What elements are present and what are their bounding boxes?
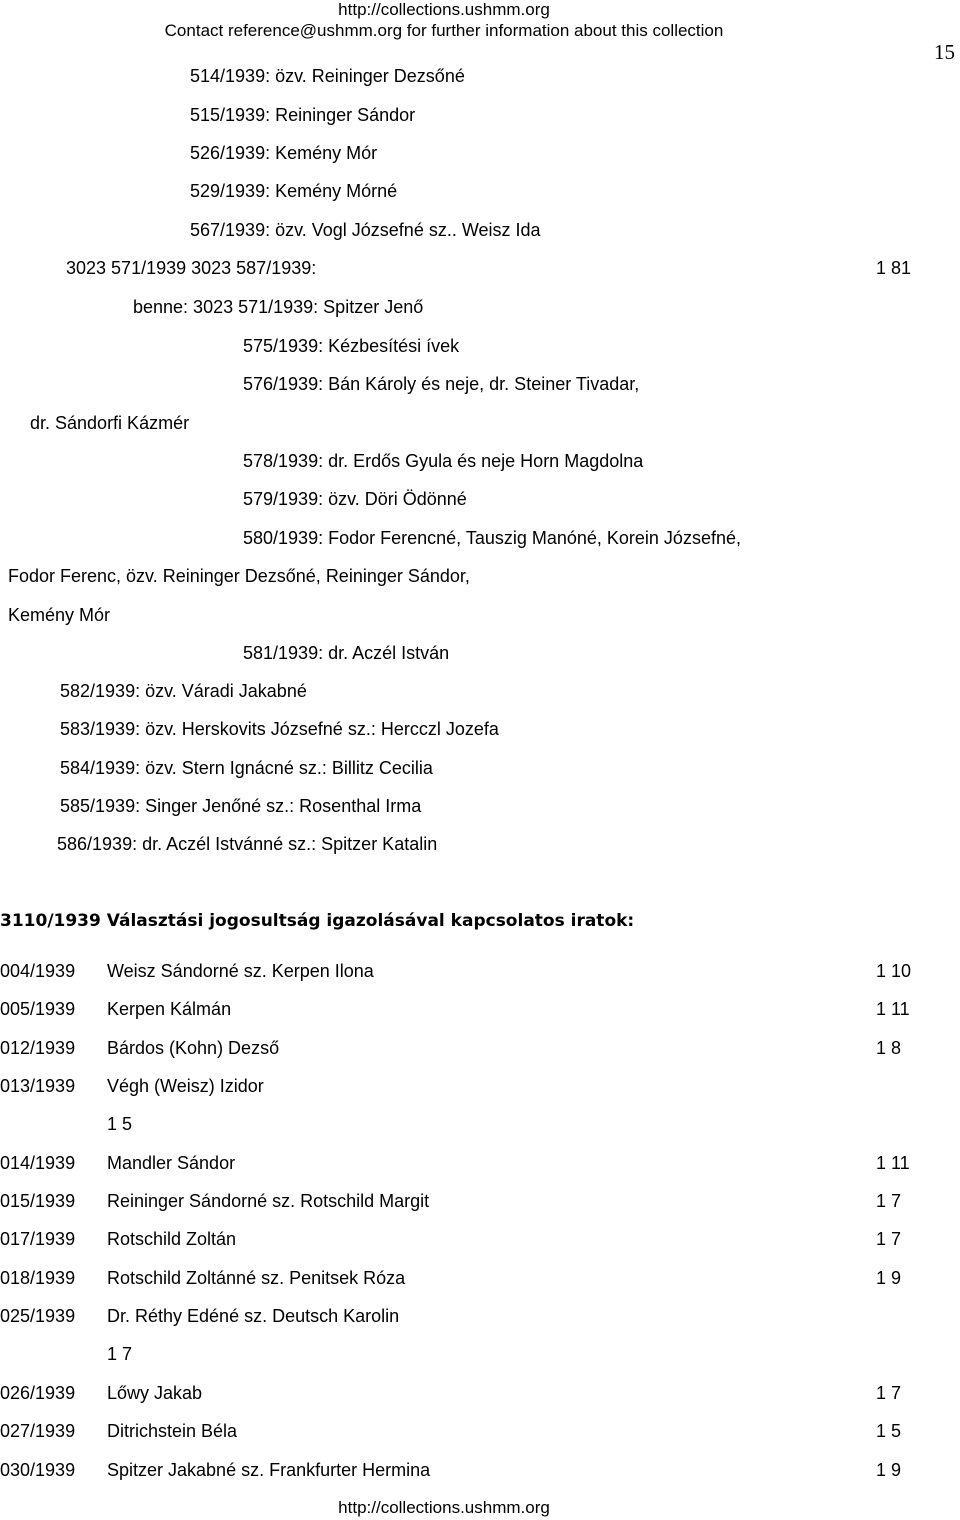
- row-name: Rotschild Zoltánné sz. Penitsek Róza: [107, 1268, 406, 1288]
- table-row: [0, 998, 960, 1020]
- entry-580-cont2: Kemény Mór: [8, 605, 111, 625]
- entry-584: 584/1939: özv. Stern Ignácné sz.: Billitz Cecilia: [60, 758, 433, 778]
- row-name: Végh (Weisz) Izidor: [107, 1076, 264, 1096]
- table-row: [0, 1152, 960, 1174]
- row-range: 1 10: [876, 961, 912, 981]
- row-range: 1 8: [876, 1038, 902, 1058]
- row-code: 005/1939: [0, 999, 76, 1019]
- entry-585: 585/1939: Singer Jenőné sz.: Rosenthal Irma: [60, 796, 422, 816]
- table-row: [0, 1305, 960, 1327]
- row-name: Reininger Sándorné sz. Rotschild Margit: [107, 1191, 430, 1211]
- table-row: [0, 1267, 960, 1289]
- page-number: 15: [934, 40, 955, 64]
- row-name: Mandler Sándor: [107, 1153, 236, 1173]
- range-heading: 3023 571/1939 3023 587/1939:: [66, 258, 317, 278]
- table-row: [0, 960, 960, 982]
- entry-578: 578/1939: dr. Erdős Gyula és neje Horn Magdolna: [243, 451, 644, 471]
- row-name: Rotschild Zoltán: [107, 1229, 237, 1249]
- entry-benne: benne: 3023 571/1939: Spitzer Jenő: [133, 297, 424, 317]
- row-range: 1 7: [876, 1191, 902, 1211]
- row-name: 1 5: [107, 1114, 133, 1134]
- entry-582: 582/1939: özv. Váradi Jakabné: [60, 681, 307, 701]
- entry-529: 529/1939: Kemény Mórné: [190, 181, 398, 201]
- row-name: 1 7: [107, 1344, 133, 1364]
- entry-514: 514/1939: özv. Reininger Dezsőné: [190, 66, 465, 86]
- table-row: [0, 1420, 960, 1442]
- entry-515: 515/1939: Reininger Sándor: [190, 105, 416, 125]
- row-code: 026/1939: [0, 1383, 76, 1403]
- table-row: [0, 1075, 960, 1097]
- table-row: [0, 1037, 960, 1059]
- row-range: 1 9: [876, 1460, 902, 1480]
- row-code: 013/1939: [0, 1076, 76, 1096]
- row-code: 004/1939: [0, 961, 76, 981]
- header-url[interactable]: http://collections.ushmm.org: [338, 0, 550, 19]
- row-code: 025/1939: [0, 1306, 76, 1326]
- range-pages: 1 81: [876, 258, 912, 278]
- row-name: Lőwy Jakab: [107, 1383, 203, 1403]
- row-range: 1 7: [876, 1383, 902, 1403]
- entry-581: 581/1939: dr. Aczél István: [243, 643, 450, 663]
- row-name: Spitzer Jakabné sz. Frankfurter Hermina: [107, 1460, 431, 1480]
- entry-567: 567/1939: özv. Vogl Józsefné sz.. Weisz Ida: [190, 220, 541, 240]
- row-code: 015/1939: [0, 1191, 76, 1211]
- row-name: Kerpen Kálmán: [107, 999, 232, 1019]
- row-name: Dr. Réthy Edéné sz. Deutsch Karolin: [107, 1306, 400, 1326]
- row-name: Ditrichstein Béla: [107, 1421, 238, 1441]
- footer-url[interactable]: http://collections.ushmm.org: [338, 1498, 550, 1517]
- row-name: Bárdos (Kohn) Dezső: [107, 1038, 280, 1058]
- row-code: 018/1939: [0, 1268, 76, 1288]
- table-row: [0, 1190, 960, 1212]
- entry-580: 580/1939: Fodor Ferencné, Tauszig Manóné, Korein Józsefné,: [243, 528, 741, 548]
- entry-580-cont1: Fodor Ferenc, özv. Reininger Dezsőné, Reininger Sándor,: [8, 566, 470, 586]
- row-range: 1 9: [876, 1268, 902, 1288]
- section-heading: 3110/1939 Választási jogosultság igazolásával kapcsolatos iratok:: [0, 911, 635, 931]
- row-name: Weisz Sándorné sz. Kerpen Ilona: [107, 961, 374, 981]
- header-contact[interactable]: Contact reference@ushmm.org for further information about this collection: [164, 21, 724, 40]
- table-row: [0, 1459, 960, 1481]
- row-range: 1 11: [876, 1153, 910, 1173]
- row-code: 030/1939: [0, 1460, 76, 1480]
- row-range: 1 11: [876, 999, 910, 1019]
- table-row: [0, 1343, 960, 1365]
- entry-583: 583/1939: özv. Herskovits Józsefné sz.: Hercczl Jozefa: [60, 719, 499, 739]
- table-row: [0, 1382, 960, 1404]
- entry-579: 579/1939: özv. Döri Ödönné: [243, 489, 467, 509]
- row-code: 012/1939: [0, 1038, 76, 1058]
- entry-576-cont: dr. Sándorfi Kázmér: [30, 413, 190, 433]
- entry-586: 586/1939: dr. Aczél Istvánné sz.: Spitzer Katalin: [57, 834, 438, 854]
- row-code: 014/1939: [0, 1153, 76, 1173]
- row-range: 1 7: [876, 1229, 902, 1249]
- entry-526: 526/1939: Kemény Mór: [190, 143, 378, 163]
- row-range: 1 5: [876, 1421, 902, 1441]
- row-code: 027/1939: [0, 1421, 76, 1441]
- table-row: [0, 1113, 960, 1135]
- entry-575: 575/1939: Kézbesítési ívek: [243, 336, 460, 356]
- row-code: 017/1939: [0, 1229, 76, 1249]
- table-row: [0, 1228, 960, 1250]
- entry-576: 576/1939: Bán Károly és neje, dr. Steiner Tivadar,: [243, 374, 640, 394]
